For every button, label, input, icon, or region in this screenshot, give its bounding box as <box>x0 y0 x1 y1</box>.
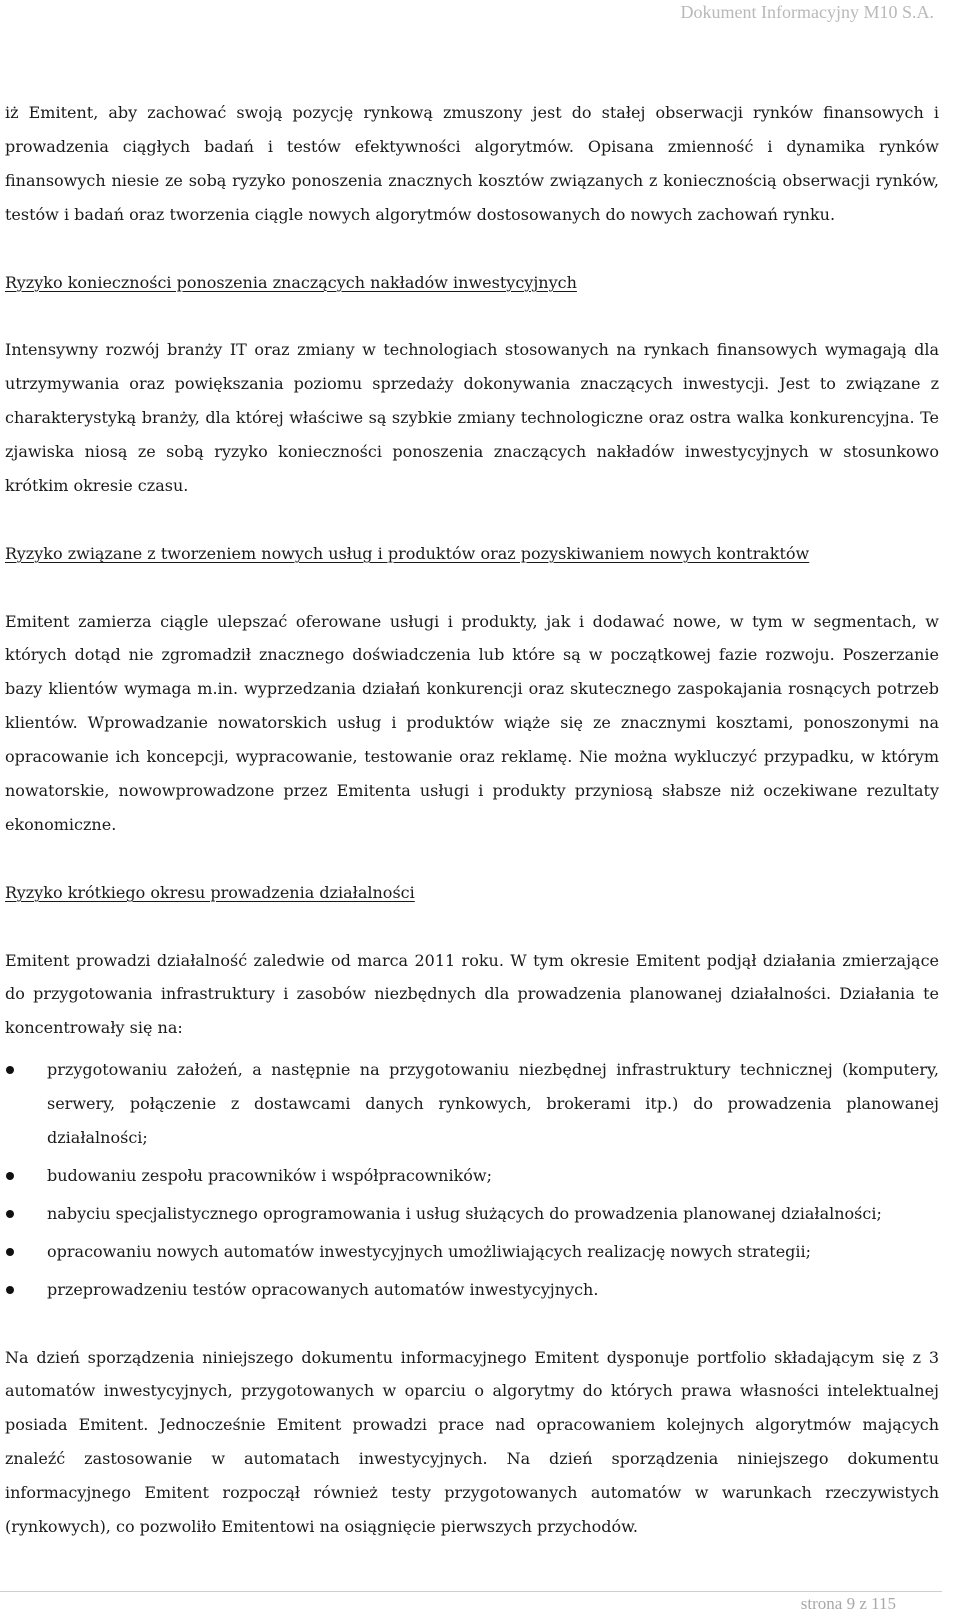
list-item-text: przygotowaniu założeń, a następnie na przygotowaniu niezbędnej infrastruktury technicznej (komputery, serwery, połączenie z dostawcami danych rynkowych, brokerami itp.) do prowadzenia planowanej działalności; <box>47 1060 939 1148</box>
footer-divider <box>0 1591 942 1592</box>
bullet-icon <box>6 1286 14 1294</box>
spacer <box>5 503 939 537</box>
bullet-icon <box>6 1172 14 1180</box>
spacer <box>5 571 939 605</box>
list-item-text: nabyciu specjalistycznego oprogramowania i usług służących do prowadzenia planowanej działalności; <box>47 1203 882 1223</box>
document-body <box>5 96 939 1544</box>
bullet-icon <box>6 1248 14 1256</box>
section-title-short-history-risk: Ryzyko krótkiego okresu prowadzenia działalności <box>5 882 415 902</box>
bullet-icon <box>6 1066 14 1074</box>
section-title-investment-risk: Ryzyko konieczności ponoszenia znaczących nakładów inwestycyjnych <box>5 272 577 292</box>
list-item-text: opracowaniu nowych automatów inwestycyjnych umożliwiających realizację nowych strategii; <box>47 1241 812 1261</box>
list-item-text: budowaniu zespołu pracowników i współpracowników; <box>47 1166 493 1185</box>
list-item <box>5 1273 939 1307</box>
activity-bullet-list <box>5 1053 939 1306</box>
intro-paragraph: iż Emitent, aby zachować swoją pozycję rynkową zmuszony jest do stałej obserwacji rynków finansowych i prowadzenia ciągłych badań i testów efektywności algorytmów. Opisana zmienność i dynamika rynków finansowych niesie ze sobą ryzyko ponoszenia znacznych kosztów związanych z koniecznością obserwacji rynków, testów i badań oraz tworzenia ciągle nowych algorytmów dostosowanych do nowych zachowań rynku. <box>5 103 939 224</box>
spacer <box>5 910 939 944</box>
section-paragraph-investment-risk: Intensywny rozwój branży IT oraz zmiany w technologiach stosowanych na rynkach finansowych wymagają dla utrzymywania oraz powiększania poziomu sprzedaży dokonywania znaczących inwestycji. Jest to związane z charakterystyką branży, dla której właściwe są szybkie zmiany technologiczne oraz ostra walka konkurencyjna. Te zjawiska niosą ze sobą ryzyko konieczności ponoszenia znaczących nakładów inwestycyjnych w stosunkowo krótkim okresie czasu. <box>5 340 939 495</box>
section-title-new-services-risk: Ryzyko związane z tworzeniem nowych usług i produktów oraz pozyskiwaniem nowych kontraktów <box>5 543 810 563</box>
closing-paragraph: Na dzień sporządzenia niniejszego dokumentu informacyjnego Emitent dysponuje portfolio składającym się z 3 automatów inwestycyjnych, przygotowanych w oparciu o algorytmy do których prawa własności intelektualnej posiada Emitent. Jednocześnie Emitent prowadzi prace nad opracowaniem kolejnych algorytmów mających znaleźć zastosowanie w automatach inwestycyjnych. Na dzień sporządzenia niniejszego dokumentu informacyjnego Emitent rozpoczął również testy przygotowanych automatów w warunkach rzeczywistych (rynkowych), co pozwoliło Emitentowi na osiągnięcie pierwszych przychodów. <box>5 1347 939 1537</box>
spacer <box>5 232 939 266</box>
section-paragraph-new-services-risk: Emitent zamierza ciągle ulepszać oferowane usługi i produkty, jak i dodawać nowe, w tym w segmentach, w których dotąd nie zgromadził znacznego doświadczenia lub które są w początkowej fazie rozwoju. Poszerzanie bazy klientów wymaga m.in. wyprzedzania działań konkurencji oraz skutecznego zaspokajania rosnących potrzeb klientów. Wprowadzanie nowatorskich usług i produktów wiąże się ze znacznymi kosztami, ponoszonymi na opracowanie ich koncepcji, wypracowanie, testowanie oraz reklamę. Nie można wykluczyć przypadku, w którym nowatorskie, nowowprowadzone przez Emitenta usługi i produkty przyniosą słabsze niż oczekiwane rezultaty ekonomiczne. <box>5 611 939 834</box>
spacer <box>5 299 939 333</box>
list-item-text: przeprowadzeniu testów opracowanych automatów inwestycyjnych. <box>47 1279 599 1299</box>
bullet-icon <box>6 1210 14 1218</box>
list-item <box>5 1159 939 1193</box>
page-number: strona 9 z 115 <box>800 1594 896 1613</box>
spacer <box>5 1045 939 1053</box>
list-item <box>5 1197 939 1231</box>
document-header-title: Dokument Informacyjny M10 S.A. <box>680 2 934 22</box>
spacer <box>5 842 939 876</box>
list-item <box>5 1235 939 1269</box>
section-paragraph-short-history-risk: Emitent prowadzi działalność zaledwie od marca 2011 roku. W tym okresie Emitent podjął działania zmierzające do przygotowania infrastruktury i zasobów niezbędnych dla prowadzenia planowanej działalności. Działania te koncentrowały się na: <box>5 950 939 1038</box>
spacer <box>5 1307 939 1341</box>
list-item <box>5 1053 939 1155</box>
